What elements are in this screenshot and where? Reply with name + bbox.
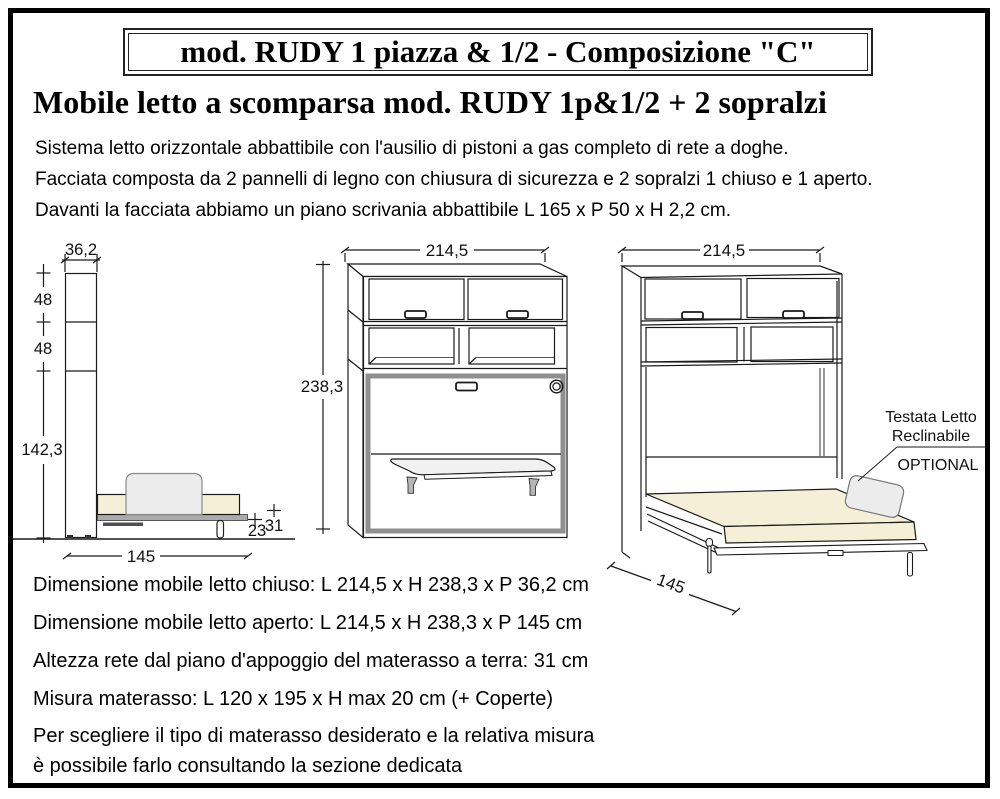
spec-mattress-note-1: Per scegliere il tipo di materasso desiderato e la relativa misura	[33, 725, 595, 747]
dim-side-frame-height: 23	[247, 522, 267, 540]
diagram-side-view	[13, 254, 295, 559]
dim-side-h-bottom: 142,3	[21, 441, 63, 459]
dim-side-depth-open: 145	[126, 547, 156, 566]
spec-open-dimensions: Dimensione mobile letto aperto: L 214,5 x H 238,3 x P 145 cm	[33, 612, 583, 634]
spec-net-height: Altezza rete dal piano d'appoggio del materasso a terra: 31 cm	[33, 650, 589, 672]
dim-closed-width: 214,5	[425, 241, 469, 260]
page-title: mod. RUDY 1 piazza & 1/2 - Composizione "C"	[180, 34, 816, 69]
description-line-1: Sistema letto orizzontale abbattibile con l'ausilio di pistoni a gas completo di rete a doghe.	[35, 138, 789, 159]
dim-open-depth: 145	[654, 570, 688, 598]
diagram-front-closed	[316, 247, 567, 538]
dim-open-width: 214,5	[702, 241, 746, 260]
dim-side-h-mid: 48	[33, 340, 53, 358]
spec-mattress-note-2: è possibile farlo consultando la sezione dedicata	[33, 755, 463, 777]
dim-side-h-top: 48	[33, 291, 53, 309]
dim-closed-height: 238,3	[300, 377, 344, 396]
dim-side-net-height: 31	[264, 517, 284, 535]
spec-mattress-size: Misura materasso: L 120 x 195 x H max 20 cm (+ Coperte)	[33, 688, 554, 710]
description-line-2: Facciata composta da 2 pannelli di legno con chiusura di sicurezza e 2 sopralzi 1 chiuso e 1 aperto.	[35, 169, 873, 190]
spec-closed-dimensions: Dimensione mobile letto chiuso: L 214,5 x H 238,3 x P 36,2 cm	[33, 574, 589, 596]
page-heading: Mobile letto a scomparsa mod. RUDY 1p&1/2 + 2 sopralzi	[33, 84, 827, 120]
description-line-3: Davanti la facciata abbiamo un piano scrivania abbattibile L 165 x P 50 x H 2,2 cm.	[35, 200, 732, 221]
dim-side-depth-closed: 36,2	[64, 241, 98, 259]
headboard-callout-line-2: Reclinabile	[891, 428, 971, 445]
headboard-callout-optional: OPTIONAL	[897, 457, 979, 474]
headboard-callout-line-1: Testata Letto	[885, 409, 977, 426]
